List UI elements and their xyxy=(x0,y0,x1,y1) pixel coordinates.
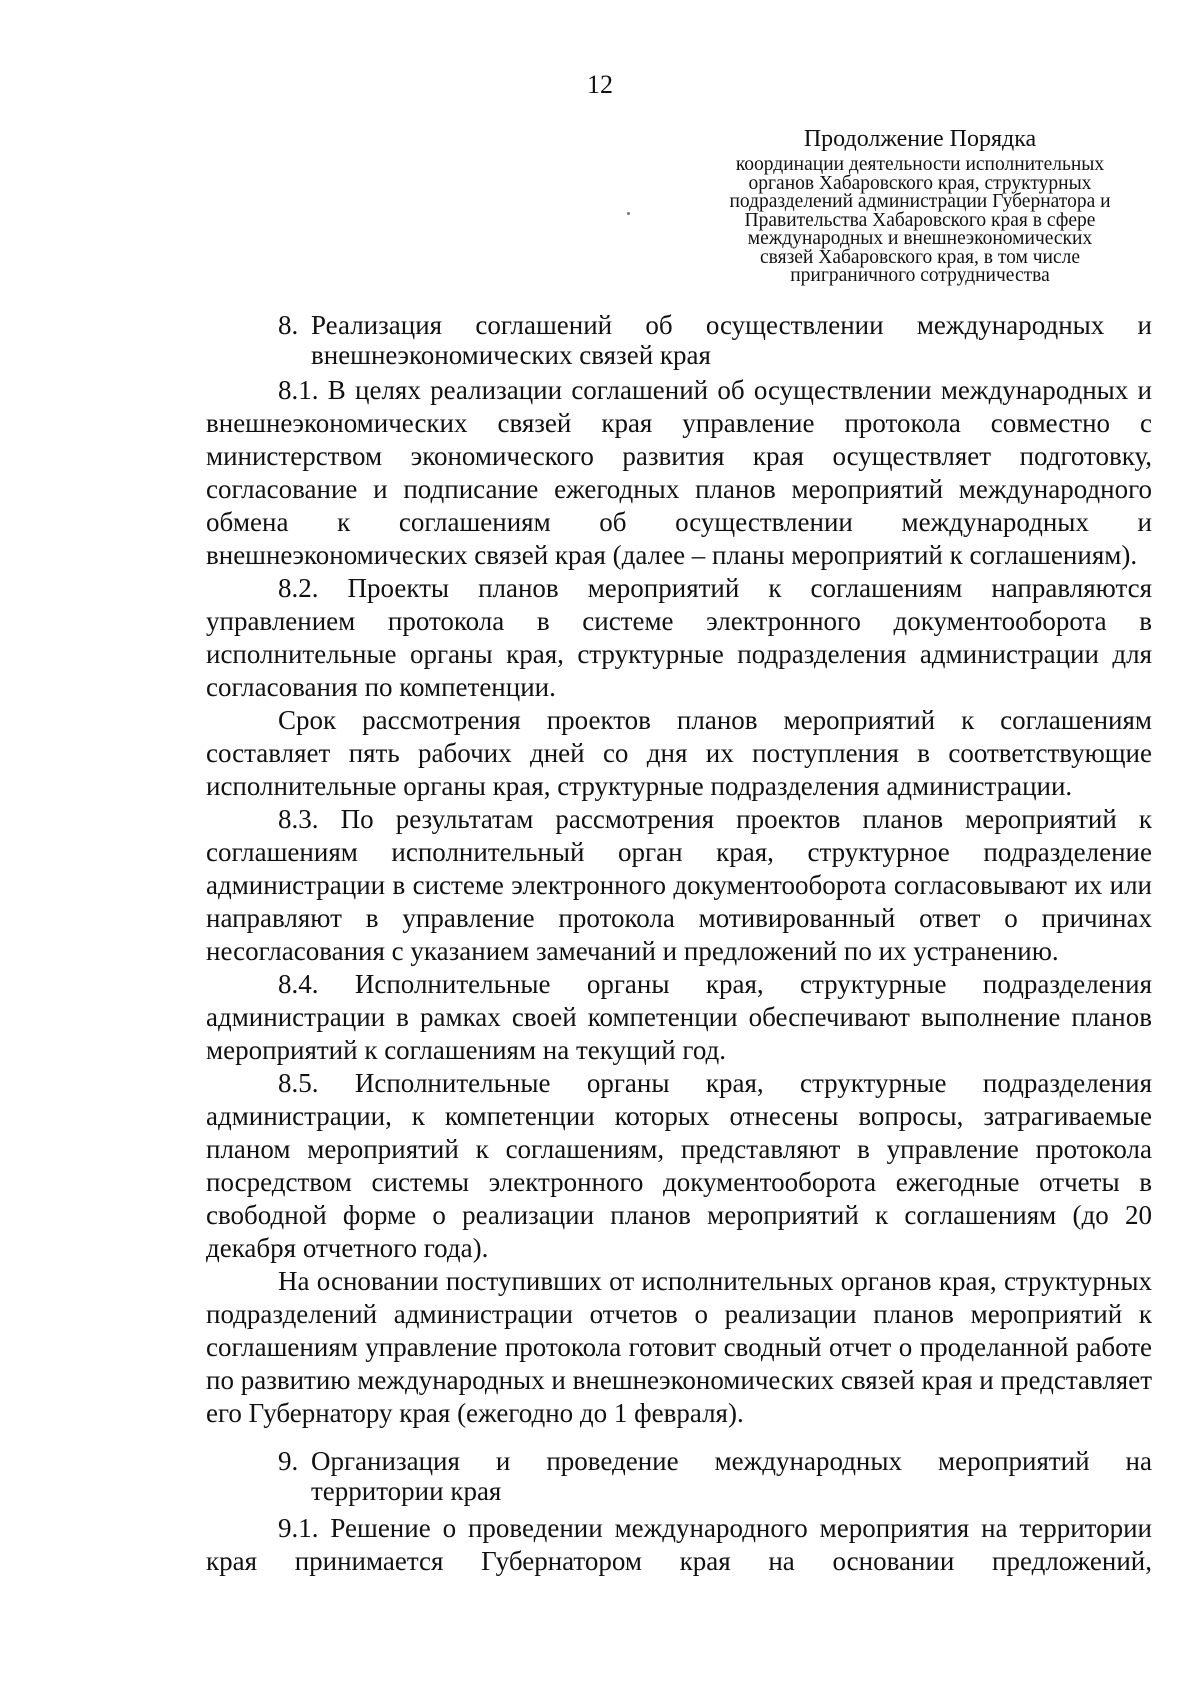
section-8-body xyxy=(206,374,1152,1430)
header-line: органов Хабаровского края, структурных xyxy=(748,172,1092,194)
paragraph-9-1: 9.1. Решение о проведении международного мероприятия на территории края принимается Губернатором края на основании предложений, xyxy=(206,1513,1152,1576)
section-8-heading xyxy=(278,310,1152,370)
paragraph-8-2-term: Срок рассмотрения проектов планов мероприятий к соглашениям составляет пять рабочих дней со дня их поступления в соответствующие исполнительные органы края, структурные подразделения администрации. xyxy=(206,705,1152,801)
paragraph-8-5-summary: На основании поступивших от исполнительных органов края, структурных подразделений администрации отчетов о реализации планов мероприятий к соглашениям управление протокола готовит сводный отчет о проделанной работе по развитию международных и внешнеэкономических связей края и представляет его Губернатору края (ежегодно до 1 февраля). xyxy=(206,1266,1152,1428)
header-line: подразделений администрации Губернатора и xyxy=(729,191,1111,212)
header-line: международных и внешнеэкономических xyxy=(747,228,1093,249)
paragraph-8-1: 8.1. В целях реализации соглашений об осуществлении международных и внешнеэкономических связей края управление протокола совместно с министерством экономического развития края осуществляет подготовку, согласование и подписание ежегодных планов мероприятий международного обмена к соглашениям об осуществлении международных и внешнеэкономических связей края (далее – планы мероприятий к соглашениям). xyxy=(206,375,1152,570)
section-number: 9. xyxy=(278,1446,299,1476)
section-9-body xyxy=(206,1512,1152,1578)
section-9-heading xyxy=(278,1446,1152,1506)
section-heading-line: Организация и проведение международных мероприятий на xyxy=(311,1446,1152,1476)
header-line: приграничного сотрудничества xyxy=(790,265,1050,286)
section-number: 8. xyxy=(278,310,299,340)
page-number: 12 xyxy=(587,70,613,99)
paragraph-8-2: 8.2. Проекты планов мероприятий к соглашениям направляются управлением протокола в системе электронного документооборота в исполнительные органы края, структурные подразделения администрации для согласования по компетенции. xyxy=(206,573,1152,702)
header-line: координации деятельности исполнительных xyxy=(735,154,1105,175)
section-heading-line: Реализация соглашений об осуществлении международных и xyxy=(311,310,1152,340)
document-header xyxy=(670,124,1170,286)
section-heading-line: внешнеэкономических связей края xyxy=(311,340,711,370)
paragraph-8-3: 8.3. По результатам рассмотрения проектов планов мероприятий к соглашениям исполнительный орган края, структурное подразделение администрации в системе электронного документооборота согласовывают их или направляют в управление протокола мотивированный ответ о причинах несогласования с указанием замечаний и предложений по их устранению. xyxy=(206,804,1152,966)
section-heading-line: территории края xyxy=(311,1476,502,1506)
scan-artifact-dot xyxy=(627,212,630,215)
header-title: Продолжение Порядка xyxy=(803,126,1037,152)
paragraph-8-4: 8.4. Исполнительные органы края, структурные подразделения администрации в рамках своей компетенции обеспечивают выполнение планов мероприятий к соглашениям на текущий год. xyxy=(206,969,1152,1065)
paragraph-8-5: 8.5. Исполнительные органы края, структурные подразделения администрации, к компетенции которых отнесены вопросы, затрагиваемые планом мероприятий к соглашениям, представляют в управление протокола посредством системы электронного документооборота ежегодные отчеты в свободной форме о реализации планов мероприятий к соглашениям (до 20 декабря отчетного года). xyxy=(206,1068,1152,1263)
header-line: связей Хабаровского края, в том числе xyxy=(760,246,1080,268)
header-line: Правительства Хабаровского края в сфере xyxy=(744,209,1096,231)
